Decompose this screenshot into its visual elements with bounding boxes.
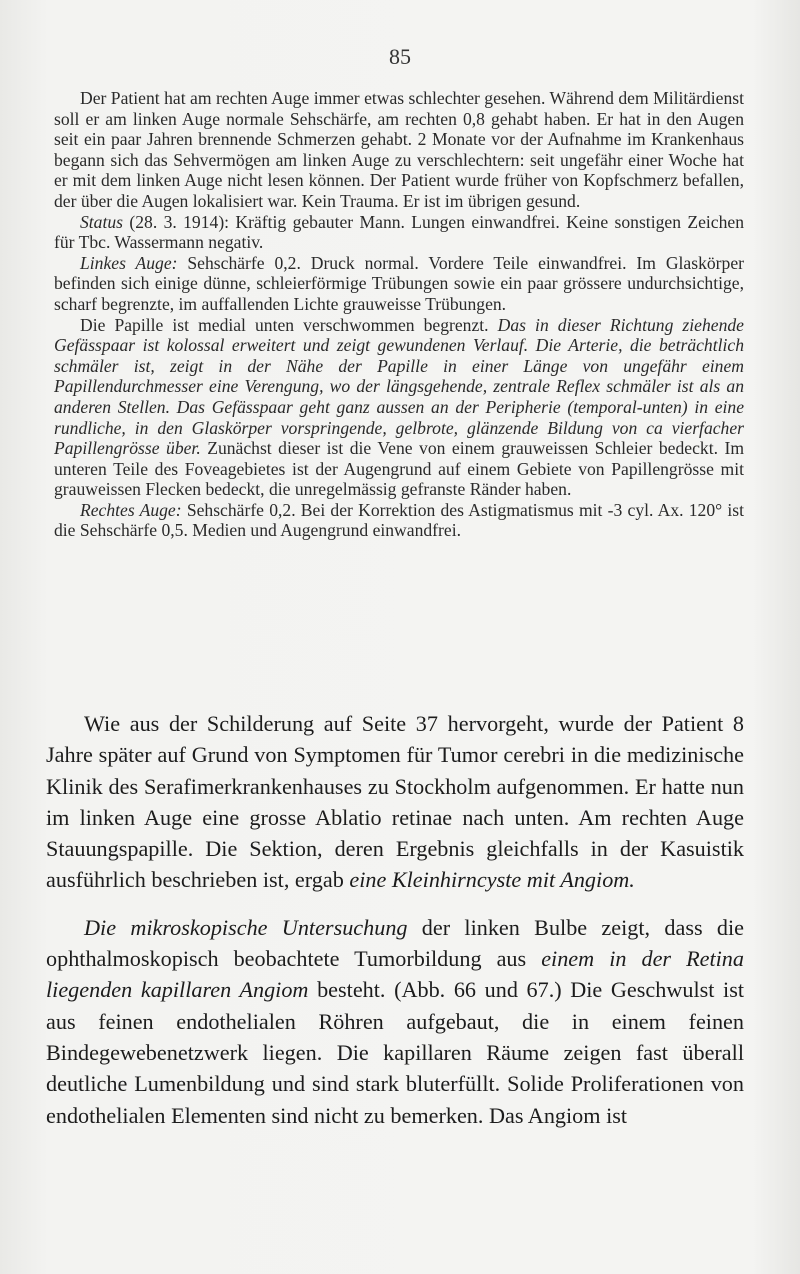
microscopy-italic-text: einem in der Retina liegenden kapillaren Angiom (46, 946, 744, 1003)
history-paragraph (54, 88, 744, 212)
autopsy-paragraph (46, 708, 744, 896)
papilla-paragraph (54, 315, 744, 500)
left-eye-label: Linkes Auge: (80, 252, 178, 273)
microscopy-heading: Die mikroskopische Untersuchung (84, 914, 408, 940)
microscopy-text-2: besteht. (Abb. 66 und 67.) Die Geschwulst ist aus feinen endothelialen Röhren aufgebaut, die in einem feinen Bindegewebenetzwerk liegen. Die kapillaren Räume zeigen fast überall deutliche Lumenbildung und sind stark bluterfüllt. Solide Proliferationen von endothelialen Elementen sind nicht zu bemerken. Das Angiom ist (46, 977, 744, 1128)
right-eye-text: Sehschärfe 0,2. Bei der Korrektion des Astigmatismus mit -3 cyl. Ax. 120° ist die Sehschärfe 0,5. Medien und Augengrund einwandfrei. (54, 499, 744, 541)
autopsy-italic-text: eine Kleinhirncyste mit Angiom. (349, 867, 635, 893)
page-number: 85 (389, 44, 411, 69)
case-report-small-print (54, 88, 744, 541)
history-text: Der Patient hat am rechten Auge immer etwas schlechter gesehen. Während dem Militärdienst soll er am linken Auge normale Sehschärfe, am rechten 0,8 gehabt haben. Er hat in den Augen seit ein paar Jahren brennende Schmerzen gehabt. 2 Monate vor der Aufnahme im Krankenhaus begann sich das Sehvermögen am linken Auge zu verschlechtern: seit ungefähr einer Woche hat er mit dem linken Auge nicht lesen können. Der Patient wurde früher von Kopfschmerz befallen, der über die Augen lokalisiert war. Kein Trauma. Er ist im übrigen gesund. (54, 88, 744, 211)
status-label: Status (80, 211, 124, 232)
main-text (46, 708, 744, 1131)
left-eye-paragraph (54, 253, 744, 315)
microscopy-text-1: der linken Bulbe zeigt, dass die ophthalmoskopisch beobachtete Tumorbildung aus (46, 914, 744, 972)
papilla-text: Die Papille ist medial unten verschwommen begrenzt. (80, 314, 498, 335)
left-eye-text: Sehschärfe 0,2. Druck normal. Vordere Teile einwandfrei. Im Glaskörper befinden sich einige dünne, schleierförmige Trübungen sowie ein paar grössere undurchsichtige, scharf begrenzte, im auffallenden Lichte grauweisse Trübungen. (54, 252, 744, 314)
status-paragraph (54, 212, 744, 253)
right-eye-paragraph (54, 500, 744, 541)
right-eye-label: Rechtes Auge: (80, 499, 182, 520)
papilla-italic-text: Das in dieser Richtung ziehende Gefässpaar ist kolossal erweitert und zeigt gewundenen Verlauf. Die Arterie, die beträchtlich schmäler ist, zeigt in der Nähe der Papille in einer Länge von ungefähr einem Papillendurchmesser eine Verengung, wo der längsgehende, zentrale Reflex schmäler ist als an anderen Stellen. Das Gefässpaar geht ganz aussen an der Peripherie (temporal-unten) in eine rundliche, in den Glaskörper vorspringende, gelbrote, glänzende Bildung von ca vierfacher Papillengrösse über. (54, 314, 744, 459)
microscopy-paragraph (46, 912, 744, 1131)
status-text: (28. 3. 1914): Kräftig gebauter Mann. Lungen einwandfrei. Keine sonstigen Zeichen für Tbc. Wassermann negativ. (54, 211, 744, 253)
autopsy-text: Wie aus der Schilderung auf Seite 37 hervorgeht, wurde der Patient 8 Jahre später auf Grund von Symptomen für Tumor cerebri in die medizinische Klinik des Serafimerkrankenhauses zu Stockholm aufgenommen. Er hatte nun im linken Auge eine grosse Ablatio retinae nach unten. Am rechten Auge Stauungspapille. Die Sektion, deren Ergebnis gleichfalls in der Kasuistik ausführlich beschrieben ist, ergab (46, 711, 744, 893)
papilla-tail-text: Zunächst dieser ist die Vene von einem grauweissen Schleier bedeckt. Im unteren Teile des Foveagebietes ist der Augengrund auf einem Gebiete von Papillengrösse mit grauweissen Flecken bedeckt, die unregelmässig gefranste Ränder haben. (54, 438, 745, 500)
